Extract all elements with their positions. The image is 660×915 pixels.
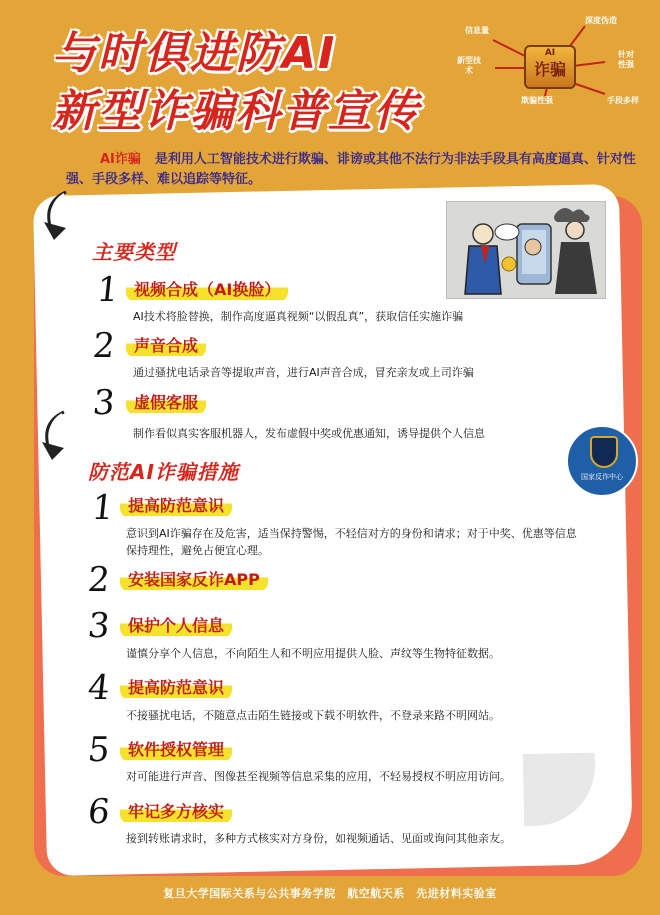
- anti-fraud-center-badge: [566, 425, 638, 497]
- mindmap-label-newtech: 新型技术: [457, 56, 481, 75]
- measure-item-3-desc: 谨慎分享个人信息，不向陌生人和不明应用提供人脸、声纹等生物特征数据。: [126, 647, 500, 660]
- mindmap-label-targeted: 针对性强: [618, 50, 634, 69]
- type-item-2-desc: 通过骚扰电话录音等提取声音，进行AI声音合成，冒充亲友或上司诈骗: [133, 366, 474, 379]
- type-item-3-desc: 制作看似真实客服机器人，发布虚假中奖或优惠通知，诱导提供个人信息: [133, 427, 485, 440]
- type-item-1-number: 1: [94, 270, 121, 310]
- type-item-2-number: 2: [90, 326, 117, 366]
- measure-item-3-number: 3: [85, 606, 112, 646]
- measure-item-4-heading: 提高防范意识: [120, 676, 232, 700]
- type-item-2-heading: 声音合成: [126, 334, 206, 358]
- measure-item-2-number: 2: [85, 560, 112, 600]
- poster-title-line1: 与时俱进防AI: [52, 28, 337, 79]
- mindmap-label-info: 信息量: [465, 26, 489, 35]
- section1-title: 主要类型: [92, 240, 176, 264]
- section2-title: 防范AI诈骗措施: [88, 460, 239, 484]
- section2-arrow-icon: [34, 408, 90, 466]
- fraud-illustration: [446, 201, 606, 299]
- intro-paragraph: [66, 150, 636, 190]
- mindmap-label-diverse: 手段多样: [607, 96, 639, 105]
- section1-arrow-icon: [36, 188, 92, 246]
- measure-item-5-desc: 对可能进行声音、图像甚至视频等信息采集的应用，不轻易授权不明应用访问。: [126, 770, 511, 783]
- measure-item-6-heading: 牢记多方核实: [120, 800, 232, 824]
- ai-fraud-mindmap: [455, 8, 655, 118]
- poster-title-line2: 新型诈骗科普宣传: [52, 86, 420, 137]
- type-item-3-number: 3: [90, 383, 117, 423]
- mindmap-label-deceptive: 欺骗性强: [521, 96, 553, 105]
- page-curl: [523, 753, 596, 826]
- mindmap-center-label: 诈骗: [533, 60, 566, 79]
- intro-text: 是利用人工智能技术进行欺骗、诽谤或其他不法行为非法手段具有高度逼真、针对性强、手段多样、难以追踪等特征。: [66, 152, 636, 187]
- intro-term: AI诈骗: [100, 152, 141, 167]
- badge-label: 国家反诈中心: [581, 473, 623, 481]
- footer-credits: 复旦大学国际关系与公共事务学院 航空航天系 先进材料实验室: [163, 887, 497, 900]
- measure-item-4-desc: 不接骚扰电话，不随意点击陌生链接或下载不明软件，不登录来路不明网站。: [126, 709, 500, 722]
- type-item-1-desc: AI技术将脸替换，制作高度逼真视频“以假乱真”，获取信任实施诈骗: [133, 310, 464, 323]
- type-item-3-heading: 虚假客服: [126, 391, 206, 415]
- measure-item-1-number: 1: [89, 488, 116, 528]
- measure-item-1-desc: 意识到AI诈骗存在及危害，适当保持警惕，不轻信对方的身份和请求；对于中奖、优惠等信息保持理性，避免占便宜心理。: [126, 527, 577, 557]
- mindmap-center-ai: AI: [544, 48, 556, 58]
- measure-item-3-heading: 保护个人信息: [120, 614, 232, 638]
- measure-item-2-heading: 安装国家反诈APP: [120, 568, 268, 592]
- illustration-drawing: [447, 202, 605, 298]
- measure-item-5-number: 5: [85, 730, 112, 770]
- measure-item-1-heading: 提高防范意识: [120, 494, 232, 518]
- measure-item-6-number: 6: [85, 792, 112, 832]
- shield-icon: [590, 436, 618, 468]
- measure-item-4-number: 4: [85, 668, 112, 708]
- mindmap-center: [524, 45, 576, 89]
- measure-item-5-heading: 软件授权管理: [120, 738, 232, 762]
- measure-item-6-desc: 接到转账请求时，多种方式核实对方身份，如视频通话、见面或询问其他亲友。: [126, 832, 511, 845]
- type-item-1-heading: 视频合成（AI换脸）: [126, 278, 288, 302]
- mindmap-label-deepfake: 深度伪造: [585, 16, 617, 25]
